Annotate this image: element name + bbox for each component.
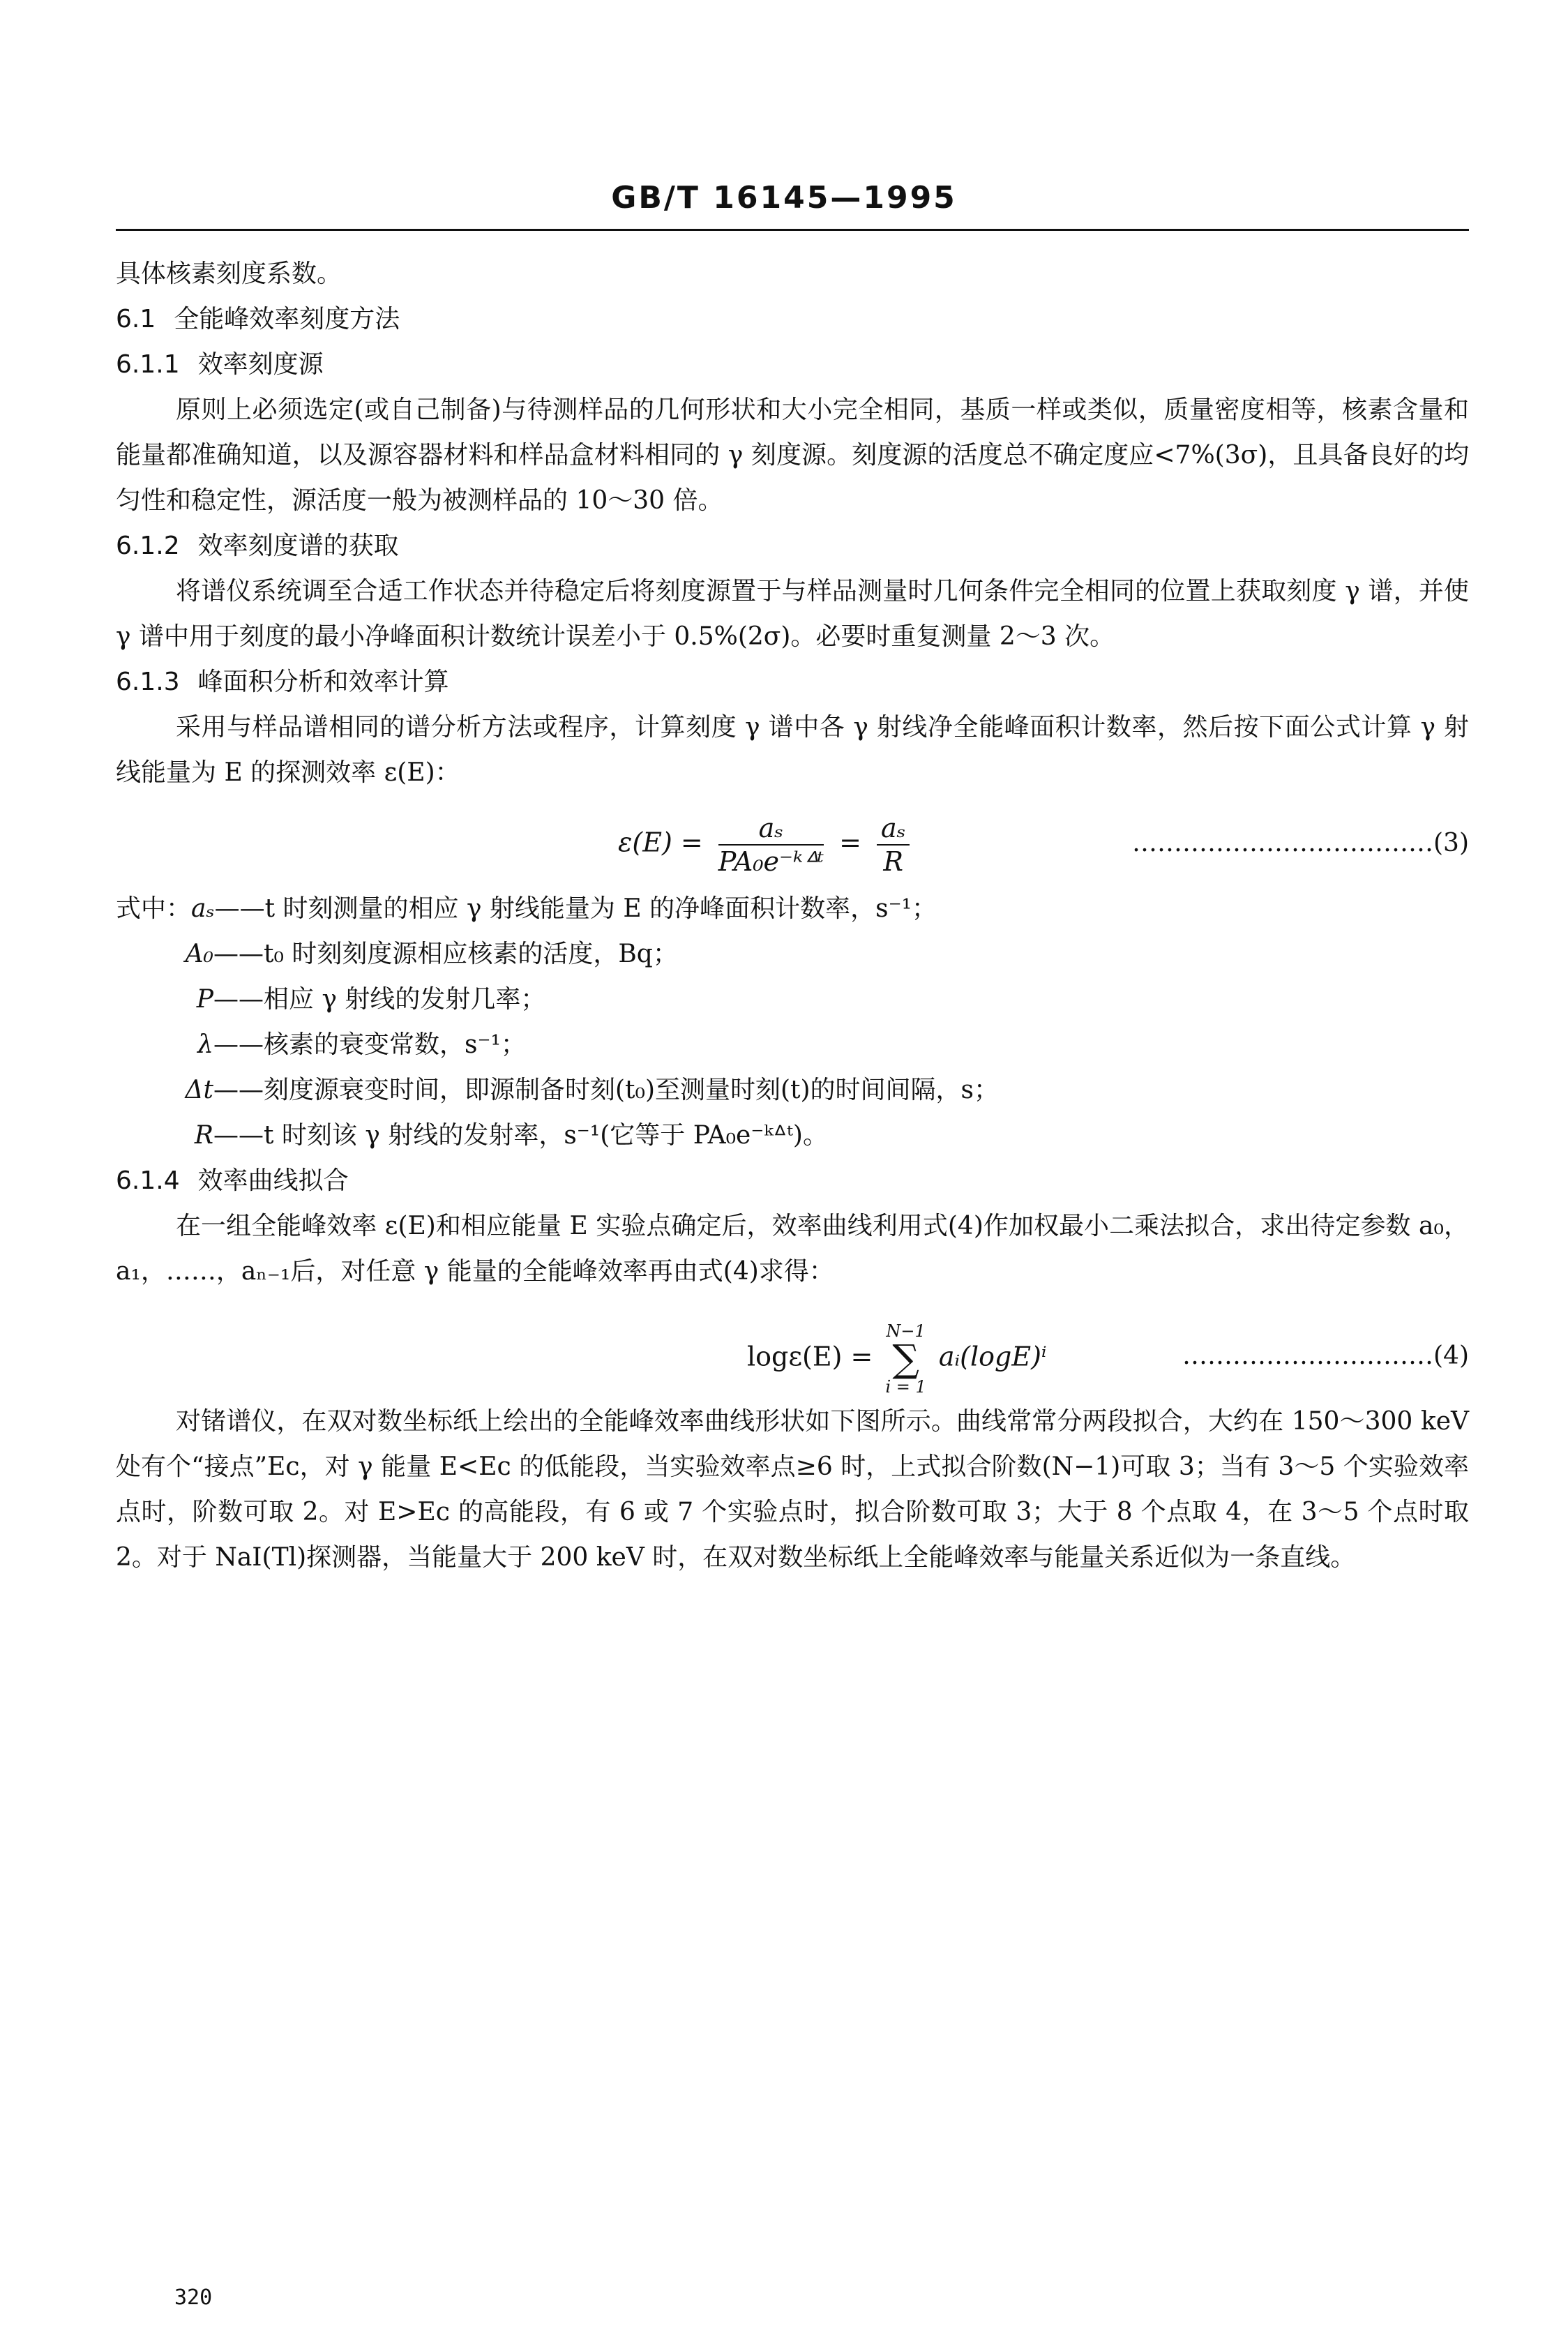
section-6-1-4-heading xyxy=(116,1158,1469,1203)
section-title: 效率曲线拟合 xyxy=(197,1166,349,1195)
variable-definition xyxy=(116,1022,1469,1067)
variable-definition xyxy=(116,1113,1469,1158)
section-title: 峰面积分析和效率计算 xyxy=(197,668,449,696)
variable-definitions xyxy=(116,886,1469,1158)
fraction-2 xyxy=(877,812,910,878)
where-label: 式中： xyxy=(116,894,192,923)
section-title: 效率刻度源 xyxy=(197,350,324,379)
equation-number: …………………………(4) xyxy=(1182,1342,1469,1370)
fraction-1 xyxy=(718,812,824,878)
header-rule xyxy=(116,229,1469,231)
page-number: 320 xyxy=(174,2285,213,2310)
paragraph-final: 对锗谱仪，在双对数坐标纸上绘出的全能峰效率曲线形状如下图所示。曲线常常分两段拟合，大约在 150～300 keV 处有个“接点”Eᴄ，对 γ 能量 E<Eᴄ 的低能段，当实验效率点≥6 时，上式拟合阶数(N−1)可取 3；当有 3～5 个实验效率点时，阶数可取 2。对 E>Eᴄ 的高能段，有 6 或 7 个实验点时，拟合阶数可取 3；大于 8 个点取 4，在 3～5 个点时取 2。对于 NaI(Tl)探测器，当能量大于 200 keV 时，在双对数坐标纸上全能峰效率与能量关系近似为一条直线。 xyxy=(116,1407,1469,1572)
section-title: 效率刻度谱的获取 xyxy=(197,532,399,560)
section-number: 6.1.1 xyxy=(116,350,180,379)
summation-symbol: ∑ xyxy=(892,1337,919,1381)
section-6-1-heading xyxy=(116,296,1469,342)
variable-description: ——刻度源衰变时间，即源制备时刻(t₀)至测量时刻(t)的时间间隔，s； xyxy=(213,1076,1000,1104)
numerator: aₛ xyxy=(718,812,824,846)
equation-lhs: logε(E) = xyxy=(747,1341,873,1372)
variable-symbol: P xyxy=(196,985,213,1014)
variable-definition xyxy=(116,1067,1469,1113)
section-number: 6.1.2 xyxy=(116,532,180,560)
equation-3-formula xyxy=(618,812,917,878)
continuation-line: 具体核素刻度系数。 xyxy=(116,260,342,288)
equals-sign: = xyxy=(839,827,861,858)
section-number: 6.1 xyxy=(116,305,156,333)
paragraph-6-1-2: 将谱仪系统调至合适工作状态并待稳定后将刻度源置于与样品测量时几何条件完全相同的位置上获取刻度 γ 谱，并使 γ 谱中用于刻度的最小净峰面积计数统计误差小于 0.5%(2σ)。必要时重复测量 2～3 次。 xyxy=(116,577,1469,651)
section-6-1-2-heading xyxy=(116,523,1469,569)
page-header-standard-number: GB/T 16145—1995 xyxy=(611,180,957,216)
denominator: PA₀e⁻ᵏᐞᵗ xyxy=(718,846,824,877)
section-title: 全能峰效率刻度方法 xyxy=(174,305,400,333)
variable-definition xyxy=(116,977,1469,1022)
variable-symbol: A₀ xyxy=(185,940,213,968)
numerator: aₛ xyxy=(877,812,910,846)
section-6-1-3-heading xyxy=(116,659,1469,705)
paragraph-6-1-3: 采用与样品谱相同的谱分析方法或程序，计算刻度 γ 谱中各 γ 射线净全能峰面积计数率，然后按下面公式计算 γ 射线能量为 E 的探测效率 ε(E)： xyxy=(116,713,1469,787)
variable-description: ——t₀ 时刻刻度源相应核素的活度，Bq； xyxy=(213,940,678,968)
variable-symbol: λ xyxy=(197,1030,213,1059)
variable-description: ——核素的衰变常数，s⁻¹； xyxy=(213,1030,526,1059)
variable-definition xyxy=(116,931,1469,977)
variable-definition xyxy=(116,886,1469,931)
section-number: 6.1.4 xyxy=(116,1166,180,1195)
variable-description: ——相应 γ 射线的发射几率； xyxy=(213,985,546,1014)
summation-upper-limit: N−1 xyxy=(886,1321,926,1341)
body-text xyxy=(116,251,1469,1580)
variable-symbol: R xyxy=(194,1121,213,1150)
summation-lower-limit: i = 1 xyxy=(885,1377,926,1397)
summation xyxy=(885,1322,926,1396)
equation-number: ………………………………(3) xyxy=(1132,829,1469,857)
equation-3 xyxy=(116,795,1469,886)
equation-lhs: ε(E) = xyxy=(618,827,703,858)
section-6-1-1-heading xyxy=(116,342,1469,387)
equation-4-formula xyxy=(747,1322,1047,1396)
section-number: 6.1.3 xyxy=(116,668,180,696)
equation-4 xyxy=(116,1294,1469,1399)
variable-description: ——t 时刻该 γ 射线的发射率，s⁻¹(它等于 PA₀e⁻ᵏᐞᵗ)。 xyxy=(213,1121,828,1150)
variable-symbol: Δt xyxy=(185,1076,213,1104)
paragraph-6-1-4: 在一组全能峰效率 ε(E)和相应能量 E 实验点确定后，效率曲线利用式(4)作加权最小二乘法拟合，求出待定参数 a₀，a₁，……，aₙ₋₁后，对任意 γ 能量的全能峰效率再由式(4)求得： xyxy=(116,1212,1469,1286)
variable-description: ——t 时刻测量的相应 γ 射线能量为 E 的净峰面积计数率，s⁻¹； xyxy=(214,894,937,923)
paragraph-6-1-1: 原则上必须选定(或自己制备)与待测样品的几何形状和大小完全相同，基质一样或类似，质量密度相等，核素含量和能量都准确知道，以及源容器材料和样品盒材料相同的 γ 刻度源。刻度源的活度总不确定度应<7%(3σ)，且具备良好的均匀性和稳定性，源活度一般为被测样品的 10～30 倍。 xyxy=(116,396,1469,515)
denominator: R xyxy=(883,846,904,877)
summation-term: aᵢ(logE)ⁱ xyxy=(938,1341,1047,1372)
variable-symbol: aₛ xyxy=(191,894,215,923)
